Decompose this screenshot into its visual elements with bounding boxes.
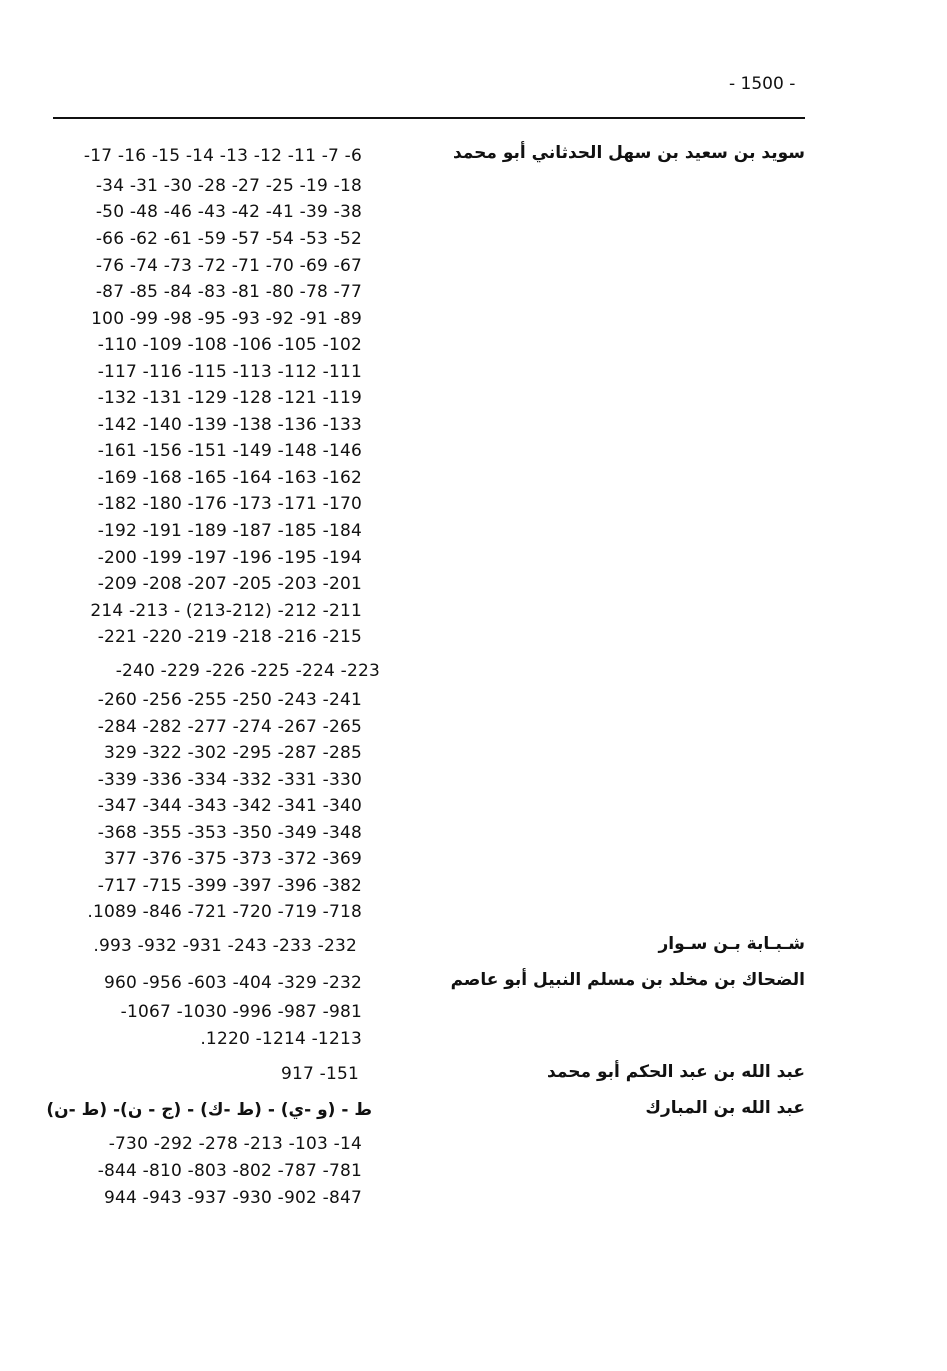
entry-line: -87 -85 -84 -83 -81 -80 -78 -77: [95, 282, 362, 302]
entry-line: -284 -282 -277 -274 -267 -265: [97, 717, 362, 737]
entry-line: 329 -322 -302 -295 -287 -285: [104, 743, 362, 763]
entry-line: .1089 -846 -721 -720 -719 -718: [87, 902, 362, 922]
entry-line: -132 -131 -129 -128 -121 -119: [97, 388, 362, 408]
entry-line: -368 -355 -353 -350 -349 -348: [97, 823, 362, 843]
entry-line: -117 -116 -115 -113 -112 -111: [97, 362, 362, 382]
entry-line: -182 -180 -176 -173 -171 -170: [97, 494, 362, 514]
entry-name-abdallah-hakam: عبد الله بن عبد الحكم أبو محمد: [547, 1062, 805, 1082]
entry-line: .993 -932 -931 -243 -233 -232: [93, 936, 357, 956]
entry-line: -260 -256 -255 -250 -243 -241: [97, 690, 362, 710]
entry-line: -169 -168 -165 -164 -163 -162: [97, 468, 362, 488]
entry-line: -347 -344 -343 -342 -341 -340: [97, 796, 362, 816]
entry-line: -240 -229 -226 -225 -224 -223: [115, 661, 380, 681]
entry-line: -34 -31 -30 -28 -27 -25 -19 -18: [95, 176, 362, 196]
entry-name-suwayd: سويد بن سعيد بن سهل الحدثاني أبو محمد: [452, 143, 805, 163]
entry-line: -200 -199 -197 -196 -195 -194: [97, 548, 362, 568]
header-rule: [53, 117, 805, 119]
entry-name-dahhak: الضحاك بن مخلد بن مسلم النبيل أبو عاصم: [450, 970, 805, 990]
entry-line: -76 -74 -73 -72 -71 -70 -69 -67: [95, 256, 362, 276]
entry-line: -221 -220 -219 -218 -216 -215: [97, 627, 362, 647]
entry-line: -66 -62 -61 -59 -57 -54 -53 -52: [95, 229, 362, 249]
entry-line: -730 -292 -278 -213 -103 -14: [108, 1134, 362, 1154]
entry-line: -339 -336 -334 -332 -331 -330: [97, 770, 362, 790]
entry-line: -717 -715 -399 -397 -396 -382: [97, 876, 362, 896]
entry-line: -50 -48 -46 -43 -42 -41 -39 -38: [95, 202, 362, 222]
entry-name-shababa: شـبـابة بـن سـوار: [658, 934, 805, 954]
entry-line: -161 -156 -151 -149 -148 -146: [97, 441, 362, 461]
entry-line: -110 -109 -108 -106 -105 -102: [97, 335, 362, 355]
entry-line: 944 -943 -937 -930 -902 -847: [104, 1188, 362, 1208]
entry-line: 100 -99 -98 -95 -93 -92 -91 -89: [91, 309, 362, 329]
entry-line: -192 -191 -189 -187 -185 -184: [97, 521, 362, 541]
entry-line: 377 -376 -375 -373 -372 -369: [104, 849, 362, 869]
entry-line: -1067 -1030 -996 -987 -981: [120, 1002, 362, 1022]
entry-line: 917 -151: [280, 1064, 359, 1084]
entry-line-letters: ط - (و -ي) - (ط -ك) - (ج - ن)- (ط -ن): [46, 1100, 372, 1120]
entry-line: -844 -810 -803 -802 -787 -781: [97, 1161, 362, 1181]
entry-line: 960 -956 -603 -404 -329 -232: [104, 973, 362, 993]
entry-line: 214 -213 - (213-212) -212 -211: [90, 601, 362, 621]
page-number: - 1500 -: [729, 74, 796, 94]
entry-name-abdallah-mubarak: عبد الله بن المبارك: [645, 1098, 805, 1118]
entry-line: .1220 -1214 -1213: [200, 1029, 362, 1049]
entry-line: -209 -208 -207 -205 -203 -201: [97, 574, 362, 594]
entry-line: -142 -140 -139 -138 -136 -133: [97, 415, 362, 435]
entry-line: -17 -16 -15 -14 -13 -12 -11 -7 -6: [83, 146, 362, 166]
